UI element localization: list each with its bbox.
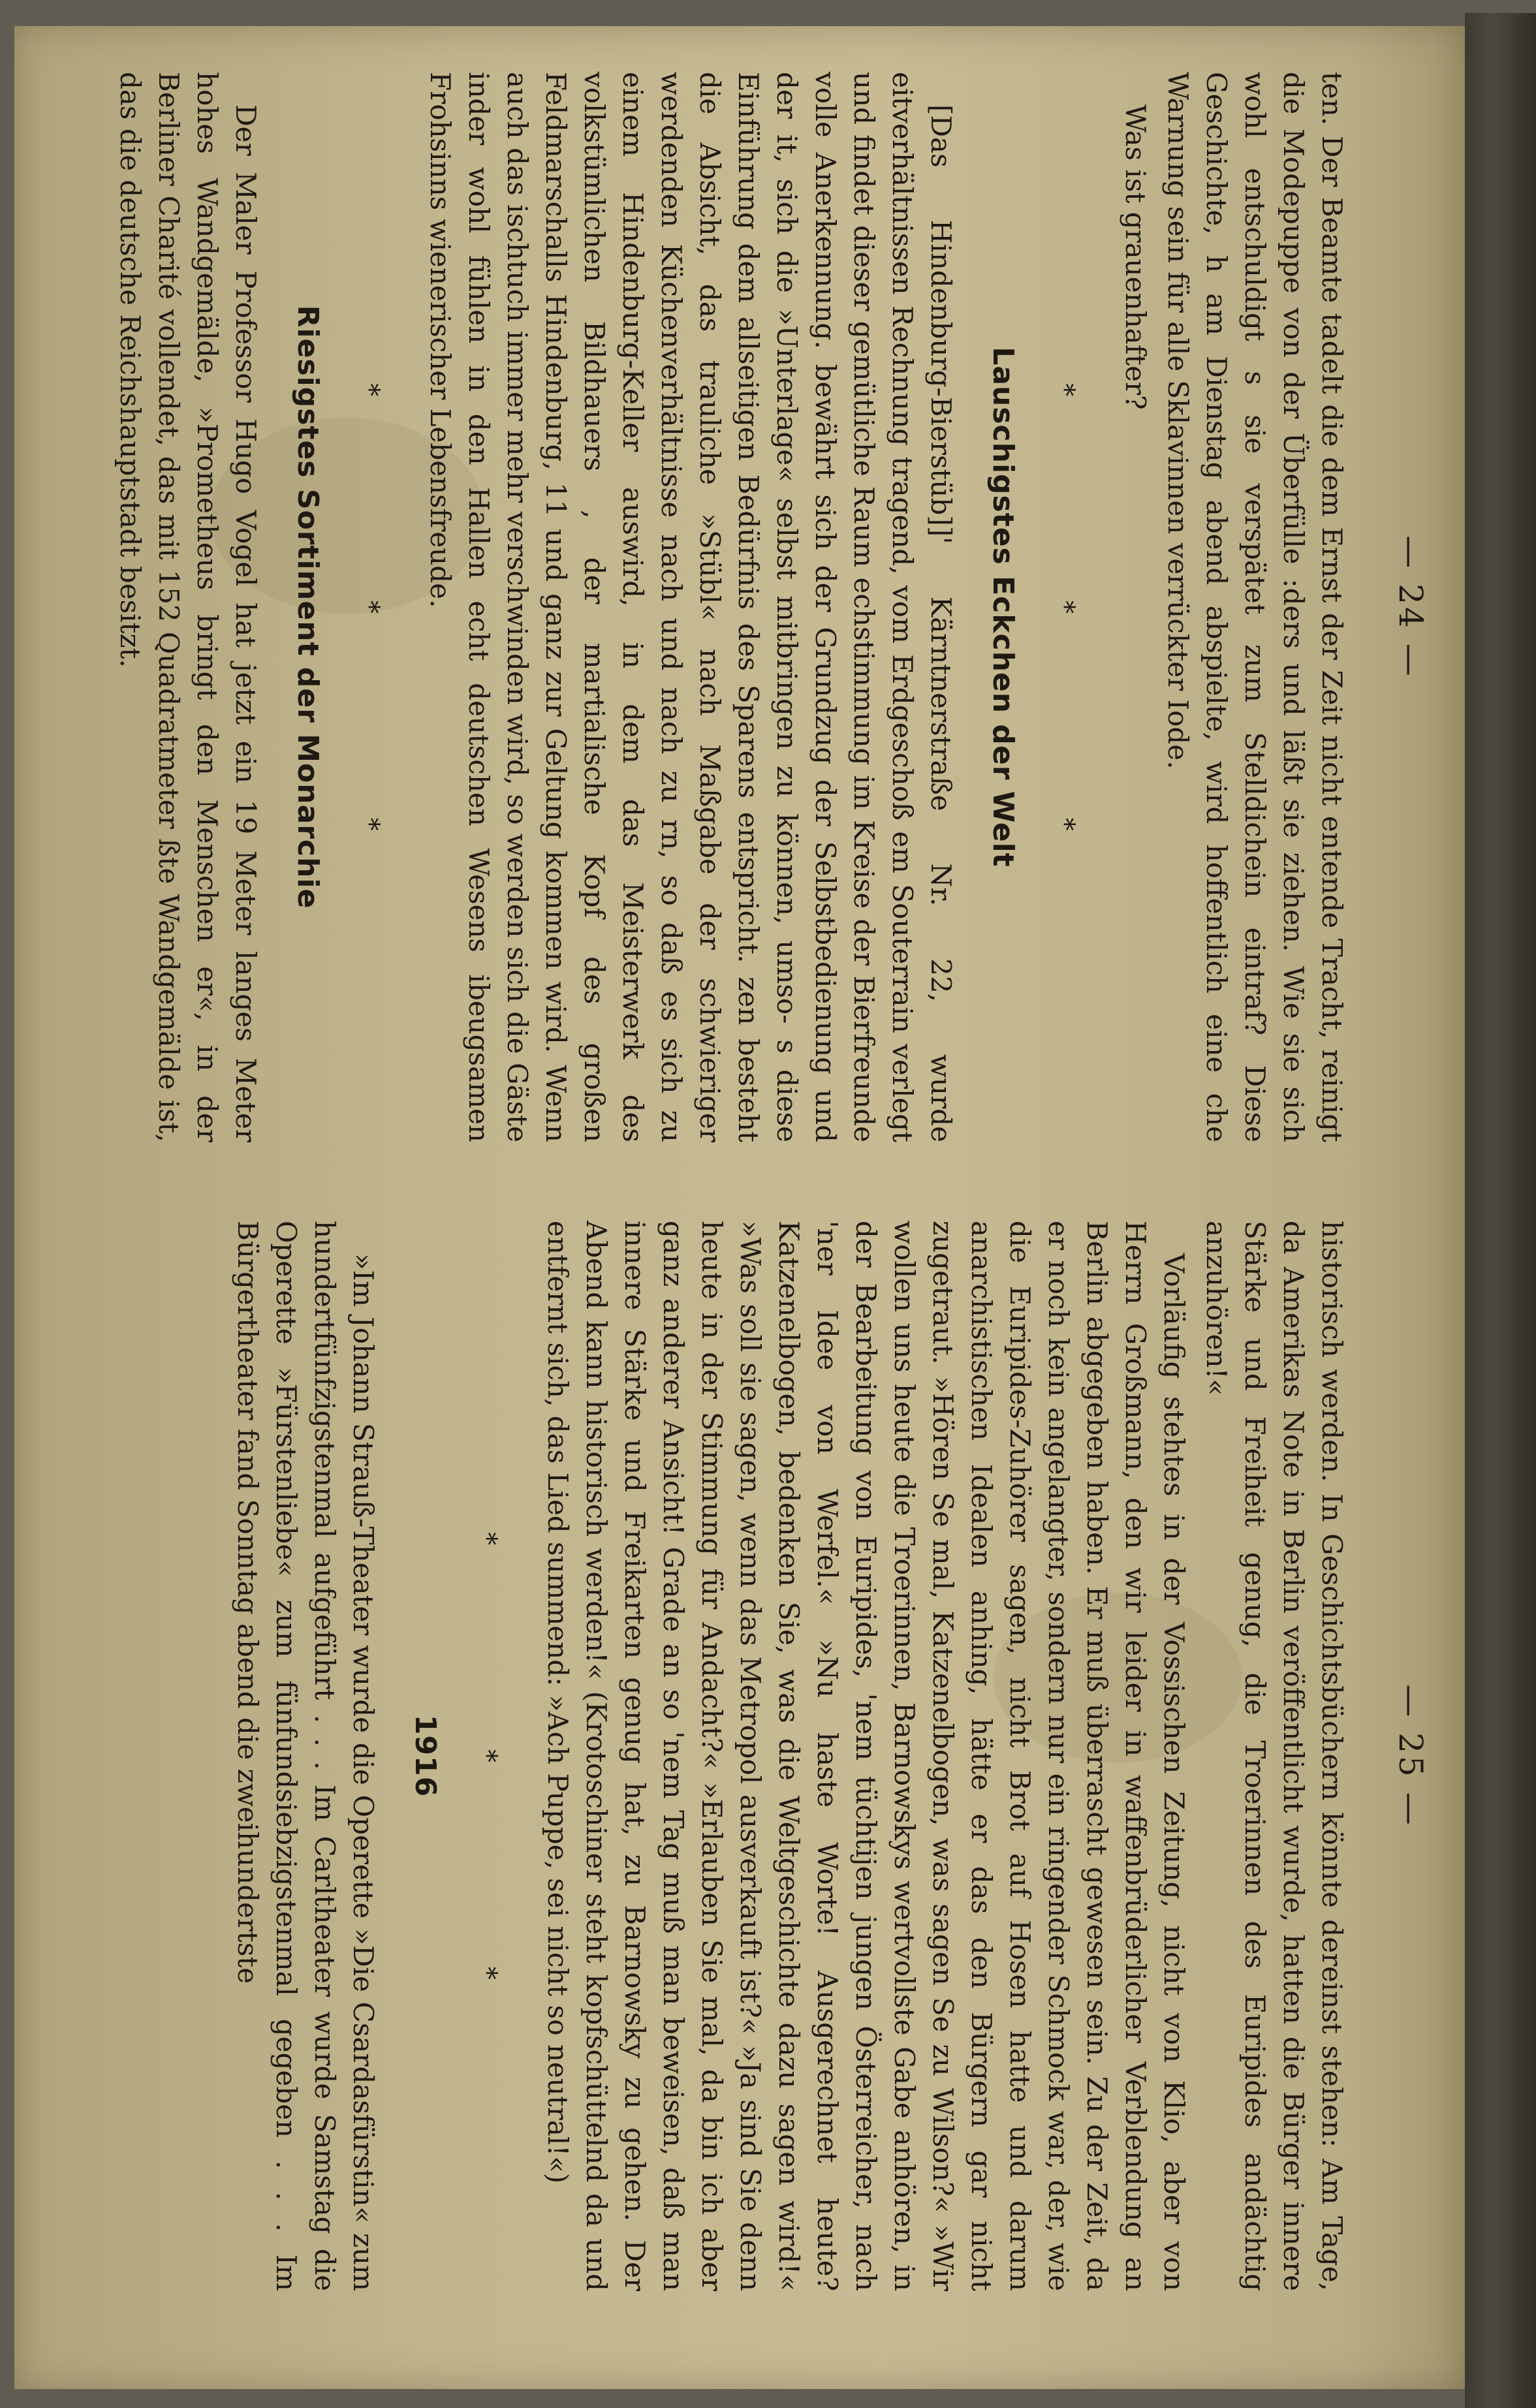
- section-separator: * * *: [354, 383, 384, 929]
- article-heading-riesigstes-sortiment: Riesigstes Sortiment der Monarchie: [291, 305, 324, 909]
- continued-paragraph: historisch werden. In Geschichtsbüchern könnte dereinst stehen: Am Tage, da Amerikas Note in Berlin veröffentlicht wurde, hatten die Bürger innere Stärke und Freiheit genug, die Troerinnen des Euripides andächtig anzuhören!«: [1200, 1221, 1348, 2291]
- body-paragraph: Vorläufig stehtes in der Vossischen Zeitung, nicht von Klio, aber von Herrn Großmann, den wir leider in waffenbrüderlicher Verblendung an Berlin abgegeben haben. Er muß überrascht gewesen sein. Zu der Zeit, da er noch kein angelangter, sondern nur ein ringender Schmock war, der, wie die Euripides-Zuhörer sagen, nicht Brot auf Hosen hatte und darum anarchistischen Idealen anhing, hätte er das den Bürgern gar nicht zugetraut. »Hören Se mal, Katzenelbogen, was sagen Se zu Wilson?« »Wir wollen uns heute die Troerinnen, Barnowskys wertvollste Gabe anhören, in der Bearbeitung von Euripides, 'nem tüchtijen jungen Österreicher, nach 'ner Idee von Werfel.« »Nu haste Worte! Ausgerechnet heute? Katzenelbogen, bedenken Sie, was die Weltgeschichte dazu sagen wird!« »Was soll sie sagen, wenn das Metropol ausverkauft ist?« »Ja sind Sie denn heute in der Stimmung für Andacht?« »Erlauben Sie mal, da bin ich aber ganz anderer Ansicht! Grade an so 'nem Tag muß man beweisen, daß man innere Stärke und Freikarten genug hat, zu Barnowsky zu gehen. Der Abend kann historisch werden!« (Krotoschiner steht kopfschüttelnd da und entfernt sich, das Lied summend: »Ach Puppe, sei nicht so neutral!«): [542, 1221, 1190, 2291]
- intro-paragraph: ten. Der Beamte tadelt die dem Ernst der Zeit nicht entende Tracht, reinigt die Modepuppe von der Überfülle :ders und läßt sie ziehen. Wie sie sich wohl entschuldigt s sie verspätet zum Stelldichein eintraf? Diese Geschichte, h am Dienstag abend abspielte, wird hoffentlich eine che Warnung sein für alle Sklavinnen verrückter Iode.: [1162, 72, 1348, 1142]
- page-number: — 25 —: [1392, 1684, 1430, 1828]
- rotated-book-spread: [13, 72, 1436, 2291]
- page-25-column: [225, 1221, 1351, 2291]
- page-24-column: [107, 72, 1351, 1142]
- page-25: [13, 1221, 1436, 2291]
- binding-edge: [1465, 13, 1536, 2408]
- section-separator: * * *: [1050, 383, 1080, 929]
- article-heading-lauschigstes-eckchen: Lauschigstes Eckchen der Welt: [986, 347, 1020, 868]
- page-24: [13, 72, 1436, 1142]
- section-separator: * * *: [472, 1532, 502, 2078]
- page-number: — 24 —: [1392, 535, 1430, 679]
- intro-question: Was ist grauenhafter?: [1120, 104, 1152, 410]
- article-paragraph: »Im Johann Strauß-Theater wurde die Operette »Die Csardasfürstin« zum hundertfünfzigstenmal aufgeführt . . . Im Carltheater wurde Samstag die Operette »Fürstenliebe« zum fünfundsiebzigstenmal gegeben . . . Im Bürgertheater fand Sonntag abend die zweihundertste: [232, 1221, 379, 2291]
- article-paragraph: [Das Hindenburg-Bierstüb]]' Kärntnerstraße Nr. 22, wurde eitverhältnissen Rechnung tragend, vom Erdgeschoß em Souterrain verlegt und findet dieser gemütliche Raum echstimmung im Kreise der Bierfreunde volle Anerkennung. bewährt sich der Grundzug der Selbstbedienung und der it, sich die »Unterlage« selbst mitbringen zu können, umso- s diese Einführung dem allseitigen Bedürfnis des Sparens entspricht. zen besteht die Absicht, das trauliche »Stübl« nach Maßgabe der schwieriger werdenden Küchenverhältnisse nach und nach zu rn, so daß es sich zu einem Hindenburg-Keller auswird, in dem das Meisterwerk des volkstümlichen Bildhauers , der martialische Kopf des großen Feldmarschalls Hindenburg, 11 und ganz zur Geltung kommen wird. Wenn auch das ischtuch immer mehr verschwinden wird, so werden sich die Gäste inder wohl fühlen in den Hallen echt deutschen Wesens ibeugsamen Frohsinns wienerischer Lebensfreude.: [424, 72, 957, 1142]
- article-paragraph: Der Maler Professor Hugo Vogel hat jetzt ein 19 Meter langes Meter hohes Wandgemälde, »Prometheus bringt den Menschen er«, in der Berliner Charité vollendet, das mit 152 Quadratmeter ßte Wandgemälde ist, das die deutsche Reichshauptstadt besitzt.: [114, 72, 262, 1142]
- article-heading-1916: 1916: [409, 1714, 442, 1798]
